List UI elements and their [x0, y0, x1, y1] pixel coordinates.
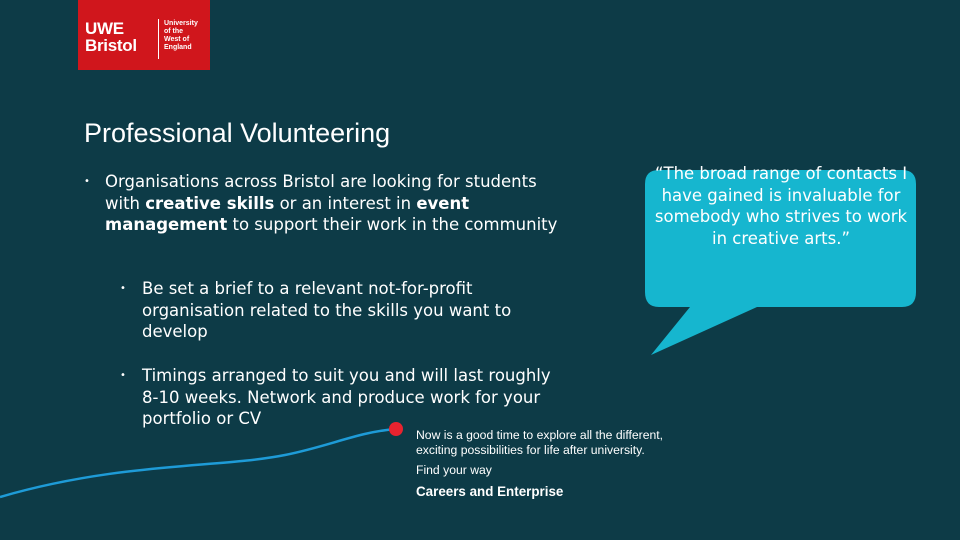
sub-bullet-marker: •: [120, 283, 126, 294]
careers-enterprise-brand: Careers and Enterprise: [416, 484, 564, 499]
main-bullet-text: Organisations across Bristol are looking for students with creative skills or an interest in event management to support their work in the community: [105, 172, 558, 235]
bold-event-management: event management: [105, 193, 470, 235]
logo-university-name: University of the West of England: [164, 20, 198, 51]
journey-line: [0, 429, 396, 497]
slide-title: Professional Volunteering: [84, 118, 391, 148]
tagline-line-2: exciting possibilities for life after university.: [416, 443, 645, 457]
tagline-line-1: Now is a good time to explore all the different,: [416, 428, 664, 442]
logo-wordmark: UWE Bristol: [85, 19, 137, 55]
bold-creative-skills: creative skills: [145, 193, 275, 213]
tagline-find-your-way: Find your way: [416, 463, 492, 477]
bullet-marker: •: [84, 176, 90, 187]
journey-dot: [389, 422, 403, 436]
testimonial-quote: “The broad range of contacts I have gained is invaluable for somebody who strives to work in creative arts.”: [654, 164, 908, 248]
sub-bullet-marker: •: [120, 370, 126, 381]
sub-bullet-brief: Be set a brief to a relevant not-for-profit organisation related to the skills you want to develop: [142, 279, 512, 342]
sub-bullet-timings: Timings arranged to suit you and will last roughly 8-10 weeks. Network and produce work for your portfolio or CV: [142, 366, 551, 429]
